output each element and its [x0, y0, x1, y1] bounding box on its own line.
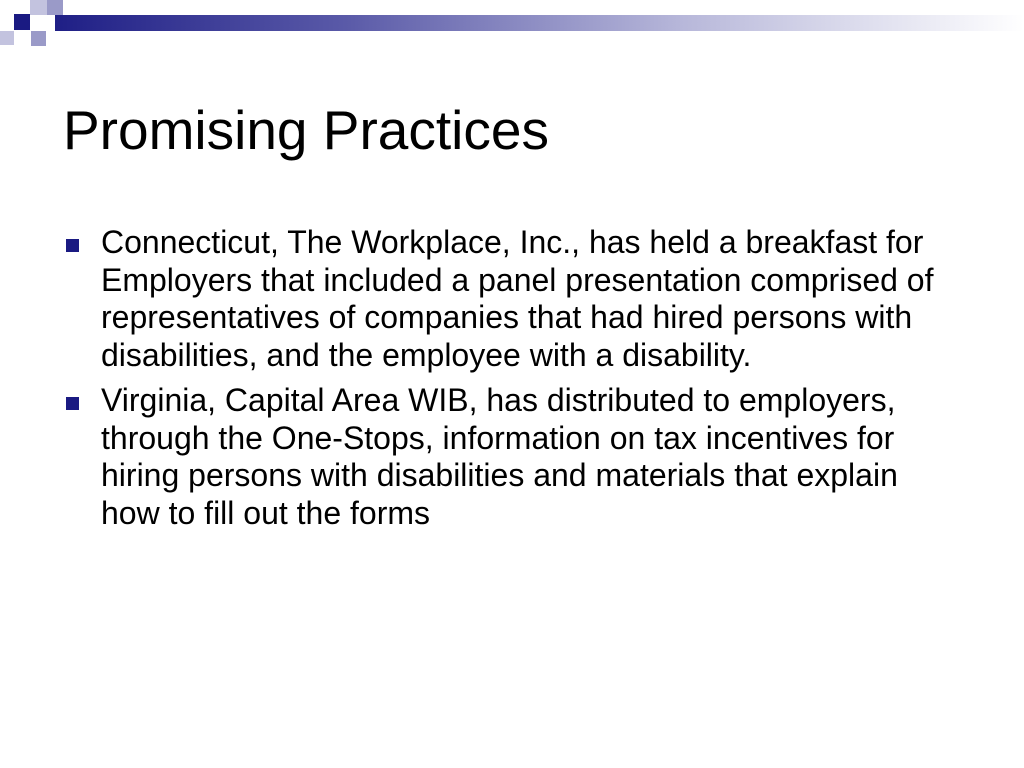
header-gradient-band — [55, 15, 1024, 31]
bullet-text: Connecticut, The Workplace, Inc., has held a breakfast for Employers that included a panel presentation comprised of representatives of companies that had hired persons with disabilities, and the employee with a disability. — [101, 224, 934, 373]
square-bullet-icon — [66, 397, 79, 410]
decor-square — [14, 14, 30, 30]
bullet-list — [65, 224, 945, 540]
slide-title: Promising Practices — [63, 99, 549, 161]
square-bullet-icon — [66, 239, 79, 252]
decor-square — [30, 0, 47, 15]
decor-square — [30, 16, 46, 30]
decor-square — [31, 31, 46, 46]
decor-square — [0, 31, 14, 45]
bullet-text: Virginia, Capital Area WIB, has distributed to employers, through the One-Stops, information on tax incentives for hiring persons with disabilities and materials that explain how to fill out the forms — [101, 382, 898, 531]
bullet-item — [65, 382, 945, 532]
bullet-item — [65, 224, 945, 374]
decor-square — [47, 0, 63, 15]
